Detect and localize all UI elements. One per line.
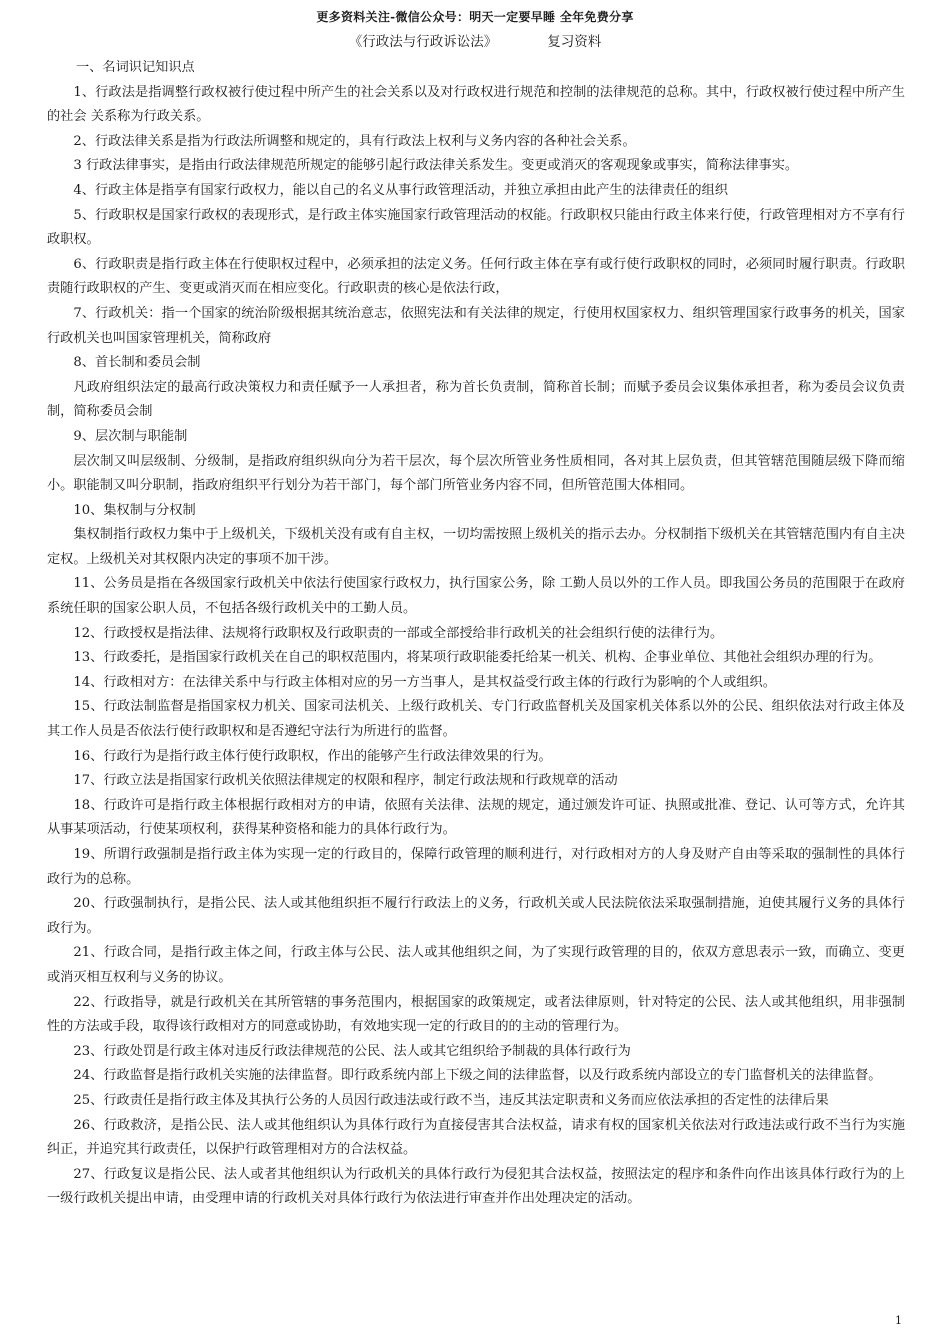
paragraph: 26、行政救济，是指公民、法人或其他组织认为具体行政行为直接侵害其合法权益，请求有权的国家机关依法对行政违法或行政不当行为实施纠正，并追究其行政责任，以保护行政管理相对方的合法权益。 [47, 1117, 905, 1158]
paragraph: 1、行政法是指调整行政权被行使过程中所产生的社会关系以及对行政权进行规范和控制的法律规范的总称。其中，行政权被行使过程中所产生的社会 关系称为行政关系。 [47, 84, 905, 125]
paragraph: 8、首长制和委员会制 [73, 355, 201, 371]
paragraph: 7、行政机关：指一个国家的统治阶级根据其统治意志，依照宪法和有关法律的规定，行使用权国家权力、组织管理国家行政事务的机关，国家行政机关也叫国家管理机关，简称政府 [47, 305, 905, 346]
paragraph: 21、行政合同，是指行政主体之间，行政主体与公民、法人或其他组织之间，为了实现行政管理的目的，依双方意思表示一致，而确立、变更或消灭相互权利与义务的协议。 [47, 945, 905, 985]
paragraph: 2、行政法律关系是指为行政法所调整和规定的，具有行政法上权利与义务内容的各种社会关系。 [73, 133, 636, 149]
paragraph: 23、行政处罚是行政主体对违反行政法律规范的公民、法人或其它组织给予制裁的具体行政行为 [73, 1043, 631, 1059]
paragraph: 11、公务员是指在各级国家行政机关中依法行使国家行政权力，执行国家公务，除 工勤人员以外的工作人员。即我国公务员的范围限于在政府系统任职的国家公职人员，不包括各级行政机关中的工勤人员。 [47, 576, 905, 617]
paragraph: 19、所谓行政强制是指行政主体为实现一定的行政目的，保障行政管理的顺利进行，对行政相对方的人身及财产自由等采取的强制性的具体行政行为的总称。 [47, 847, 905, 887]
paragraph: 17、行政立法是指国家行政机关依照法律规定的权限和程序，制定行政法规和行政规章的活动 [73, 773, 618, 789]
paragraph: 9、层次制与职能制 [73, 428, 188, 444]
paragraph: 10、集权制与分权制 [73, 502, 196, 518]
paragraph: 6、行政职责是指行政主体在行使职权过程中，必须承担的法定义务。任何行政主体在享有或行使行政职权的同时，必须同时履行职责。行政职责随行政职权的产生、变更或消灭而在相应变化。行政职责的核心是依法行政， [47, 256, 905, 297]
paragraph: 集权制指行政权力集中于上级机关，下级机关没有或有自主权，一切均需按照上级机关的指示去办。分权制指下级机关在其管辖范围内有自主决定权。上级机关对其权限内决定的事项不加干涉。 [47, 527, 905, 567]
promo-notice: 更多资料关注-微信公众号：明天一定要早睡 全年免费分享 [316, 10, 634, 24]
paragraph: 25、行政责任是指行政主体及其执行公务的人员因行政违法或行政不当，违反其法定职责和义务而应依法承担的否定性的法律后果 [73, 1092, 829, 1108]
paragraph: 27、行政复议是指公民、法人或者其他组织认为行政机关的具体行政行为侵犯其合法权益，按照法定的程序和条件向作出该具体行政行为的上一级行政机关提出申请，由受理申请的行政机关对具体行政行为依法进行审查并作出处理决定的活动。 [47, 1166, 905, 1207]
document-subtitle: 复习资料 [547, 34, 602, 50]
paragraph: 12、行政授权是指法律、法规将行政职权及行政职责的一部或全部授给非行政机关的社会组织行使的法律行为。 [73, 625, 724, 641]
paragraph: 14、行政相对方：在法律关系中与行政主体相对应的另一方当事人，是其权益受行政主体的行政行为影响的个人或组织。 [73, 674, 776, 690]
document-body [47, 56, 905, 1212]
paragraph: 13、行政委托，是指国家行政机关在自己的职权范围内，将某项行政职能委托给某一机关、机构、企事业单位、其他社会组织办理的行为。 [73, 650, 882, 666]
section-heading: 一、名词识记知识点 [76, 60, 195, 75]
paragraph: 凡政府组织法定的最高行政决策权力和责任赋予一人承担者，称为首长负责制，简称首长制；而赋予委员会议集体承担者，称为委员会议负责制，简称委员会制 [47, 379, 905, 420]
paragraph: 20、行政强制执行，是指公民、法人或其他组织拒不履行行政法上的义务，行政机关或人民法院依法采取强制措施，迫使其履行义务的具体行政行为。 [47, 896, 905, 936]
page-number: 1 [895, 1314, 902, 1327]
document-title: 《行政法与行政诉讼法》 [348, 34, 498, 50]
paragraph: 22、行政指导，就是行政机关在其所管辖的事务范围内，根据国家的政策规定，或者法律原则，针对特定的公民、法人或其他组织，用非强制性的方法或手段，取得该行政相对方的同意或协助，有效地实现一定的行政目的的主动的管理行为。 [47, 994, 905, 1035]
document-title-line [0, 30, 950, 50]
paragraph: 18、行政许可是指行政主体根据行政相对方的申请，依照有关法律、法规的规定，通过颁发许可证、执照或批准、登记、认可等方式，允许其从事某项活动，行使某项权利，获得某种资格和能力的具体行政行为。 [47, 797, 905, 838]
paragraph: 3 行政法律事实，是指由行政法律规范所规定的能够引起行政法律关系发生。变更或消灭的客观现象或事实，简称法律事实。 [73, 158, 799, 174]
paragraph: 层次制又叫层级制、分级制，是指政府组织纵向分为若干层次，每个层次所管业务性质相同，各对其上层负责，但其管辖范围随层级下降而缩小。职能制又叫分职制，指政府组织平行划分为若干部门，每个部门所管业务内容不同，但所管范围大体相同。 [47, 453, 905, 494]
paragraph: 5、行政职权是国家行政权的表现形式，是行政主体实施国家行政管理活动的权能。行政职权只能由行政主体来行使，行政管理相对方不享有行政职权。 [47, 207, 905, 248]
paragraph: 24、行政监督是指行政机关实施的法律监督。即行政系统内部上下级之间的法律监督，以及行政系统内部设立的专门监督机关的法律监督。 [73, 1068, 882, 1084]
paragraph: 16、行政行为是指行政主体行使行政职权，作出的能够产生行政法律效果的行为。 [73, 748, 552, 764]
paragraph: 15、行政法制监督是指国家权力机关、国家司法机关、上级行政机关、专门行政监督机关及国家机关体系以外的公民、组织依法对行政主体及其工作人员是否依法行使行政职权和是否遵纪守法行为所进行的监督。 [47, 699, 905, 740]
paragraph: 4、行政主体是指享有国家行政权力，能以自己的名义从事行政管理活动，并独立承担由此产生的法律责任的组织 [73, 182, 728, 198]
